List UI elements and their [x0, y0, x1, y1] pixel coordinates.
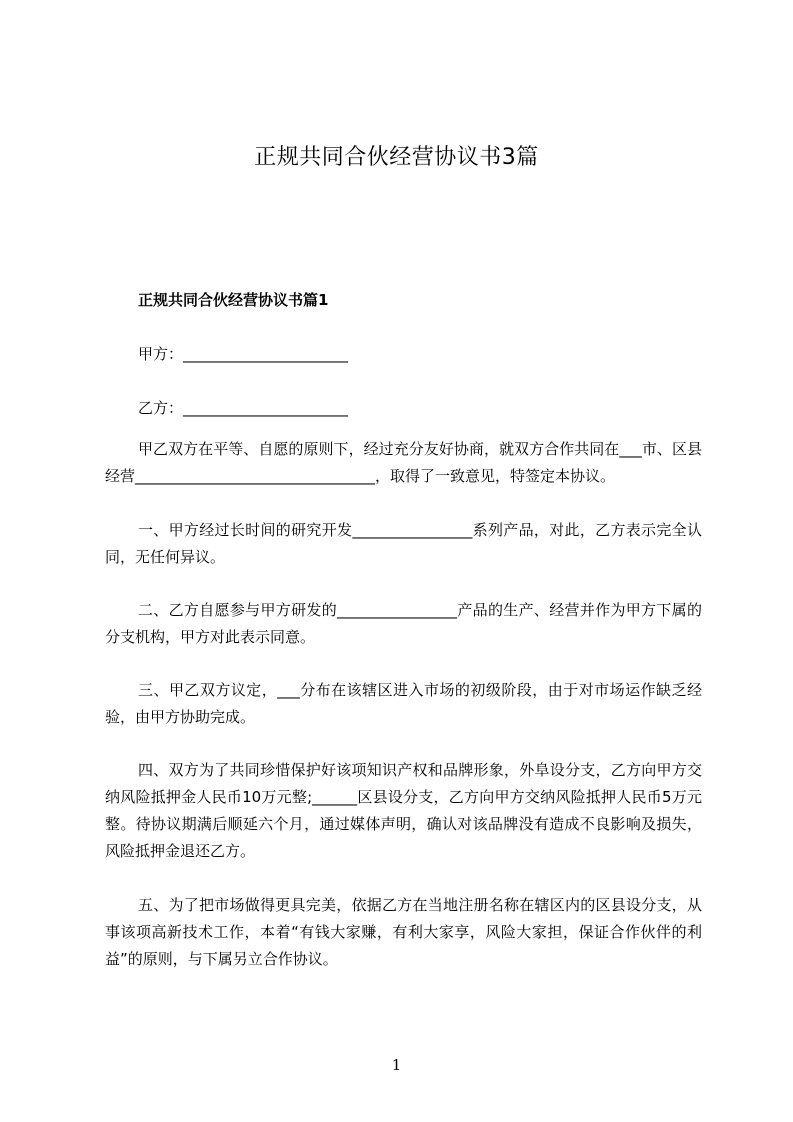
party-b-line: 乙方：______________________ [138, 399, 349, 417]
paragraph-clause-4: 四、双方为了共同珍惜保护好该项知识产权和品牌形象，外阜设分支，乙方向甲方交纳风险抵押金人民币10万元整;______区县设分支，乙方向甲方交纳风险抵押人民币5万元整。待协议期满后顺延六个月，通过媒体声明，确认对该品牌没有造成不良影响及损失，风险抵押金退还乙方。 [105, 761, 702, 860]
paragraph-clause-3: 三、甲乙双方议定，___分布在该辖区进入市场的初级阶段，由于对市场运作缺乏经验，由甲方协助完成。 [105, 681, 702, 726]
page-number: 1 [391, 1056, 402, 1074]
paragraph-intro: 甲乙双方在平等、自愿的原则下，经过充分友好协商，就双方合作共同在___市、区县经营________________________________，取得了一致意见，特签定本协议。 [105, 440, 702, 485]
document-title: 正规共同合伙经营协议书3篇 [254, 145, 539, 170]
paragraph-clause-1: 一、甲方经过长时间的研究开发________________系列产品，对此，乙方表示完全认同，无任何异议。 [105, 521, 702, 566]
paragraph-clause-5: 五、为了把市场做得更具完美，依据乙方在当地注册名称在辖区内的区县设分支，从事该项高新技术工作，本着“有钱大家赚，有利大家享，风险大家担，保证合作伙伴的利益”的原则，与下属另立合作协议。 [105, 896, 702, 968]
paragraph-clause-2: 二、乙方自愿参与甲方研发的________________产品的生产、经营并作为甲方下属的分支机构，甲方对此表示同意。 [105, 601, 702, 646]
section-heading: 正规共同合伙经营协议书篇1 [138, 291, 329, 309]
party-a-line: 甲方：______________________ [138, 345, 349, 363]
